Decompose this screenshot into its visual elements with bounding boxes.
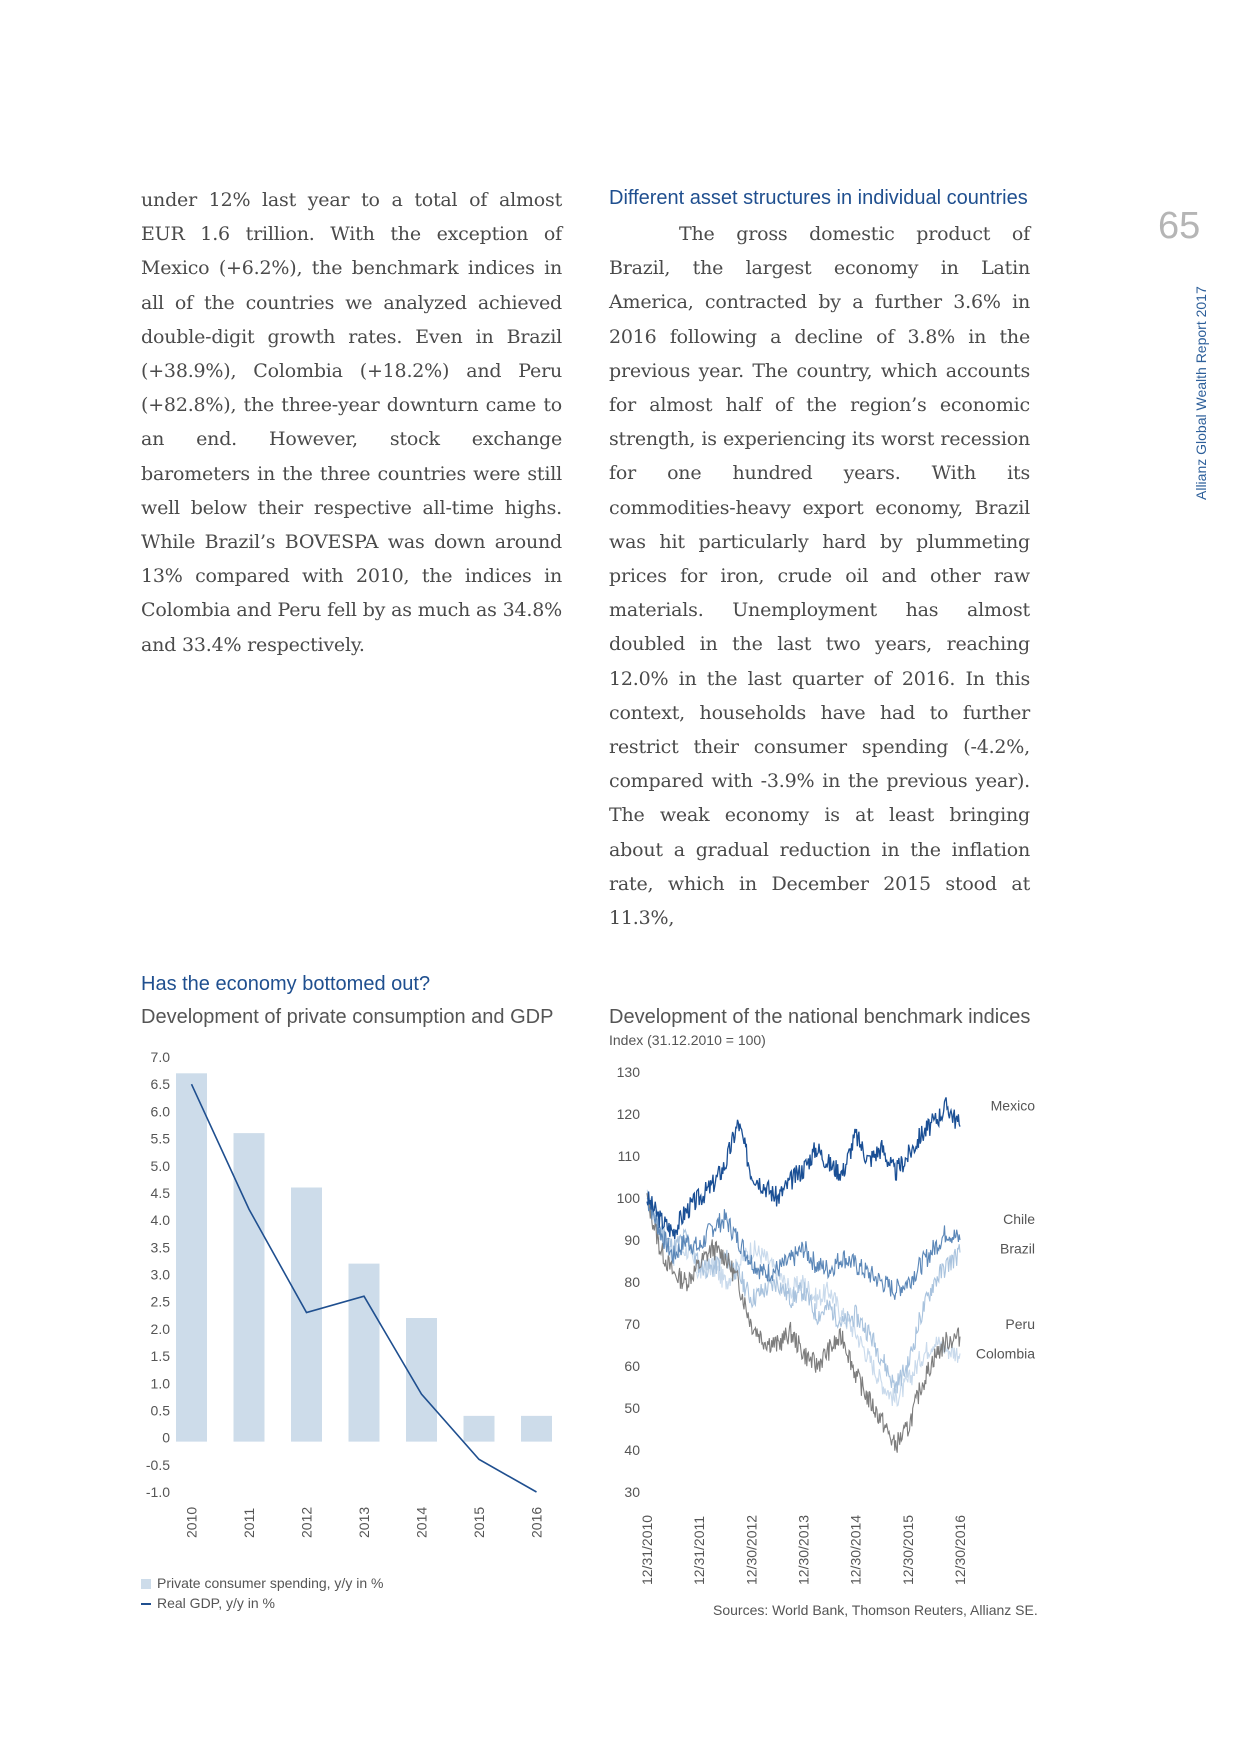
consumption-bar — [234, 1133, 265, 1442]
y-tick-label: 40 — [624, 1442, 640, 1458]
x-tick-label: 12/31/2010 — [639, 1514, 655, 1585]
legend-consumer-spending — [141, 1575, 383, 1591]
x-tick-label: 12/30/2012 — [743, 1514, 760, 1585]
series-label-peru: Peru — [1005, 1316, 1035, 1332]
consumption-chart-title: Development of private consumption and GDP — [141, 1006, 554, 1028]
y-tick-label: 2.0 — [150, 1320, 170, 1337]
y-tick-label: -1.0 — [145, 1484, 170, 1500]
y-tick-label: 1.0 — [150, 1375, 170, 1392]
x-tick-label: 2010 — [183, 1506, 200, 1538]
index-line-mexico — [647, 1097, 960, 1239]
chart-heading: Has the economy bottomed out? — [141, 973, 431, 995]
y-tick-label: 7.0 — [150, 1049, 170, 1065]
legend-real-gdp-label: Real GDP, y/y in % — [157, 1595, 276, 1611]
y-tick-label: 5.0 — [150, 1157, 170, 1174]
page-number: 65 — [1158, 205, 1201, 247]
x-tick-label: 12/30/2016 — [952, 1514, 968, 1585]
y-tick-label: 0 — [162, 1429, 170, 1446]
series-label-colombia: Colombia — [975, 1345, 1035, 1362]
x-tick-label: 12/30/2014 — [847, 1514, 864, 1585]
y-tick-label: 80 — [624, 1274, 640, 1290]
y-tick-label: 90 — [624, 1232, 640, 1248]
y-tick-label: -0.5 — [145, 1456, 170, 1473]
index-line-peru — [647, 1193, 960, 1453]
index-line-brazil — [647, 1191, 960, 1393]
left-paragraph: under 12% last year to a total of almost EUR 1.6 trillion. With the exception of Mexico (+6.2%), the benchmark indices in all of the countries we analyzed achieved double-digit growth rates. Even in Brazil (+38.9%), Colombia (+18.2%) and Peru (+82.8%), the three-year downturn came to an end. However, stock exchange barometers in the three countries were still well below their respective all-time highs. While Brazil’s BOVESPA was down around 13% compared with 2010, the indices in Colombia and Peru fell by as much as 34.8% and 33.4% respectively. — [141, 189, 562, 656]
y-tick-label: 6.5 — [150, 1076, 170, 1093]
section-heading: Different asset structures in individual countries — [609, 187, 1028, 209]
x-tick-label: 12/31/2011 — [691, 1515, 708, 1585]
y-tick-label: 3.5 — [150, 1239, 170, 1256]
consumption-bar — [349, 1264, 380, 1442]
series-label-chile: Chile — [1003, 1211, 1035, 1227]
benchmark-indices-chart — [600, 1055, 1040, 1595]
sources-note: Sources: World Bank, Thomson Reuters, Allianz SE. — [713, 1602, 1038, 1618]
x-tick-label: 2014 — [413, 1506, 430, 1538]
y-tick-label: 60 — [624, 1358, 640, 1374]
legend-line-swatch — [141, 1603, 151, 1605]
y-tick-label: 4.5 — [150, 1184, 170, 1201]
legend-real-gdp — [141, 1595, 275, 1611]
legend-consumer-spending-label: Private consumer spending, y/y in % — [157, 1575, 384, 1591]
consumption-bar — [291, 1188, 322, 1442]
y-tick-label: 100 — [616, 1190, 640, 1206]
series-label-brazil: Brazil — [999, 1240, 1035, 1257]
y-tick-label: 70 — [624, 1316, 640, 1332]
x-tick-label: 2011 — [241, 1507, 257, 1538]
y-tick-label: 1.5 — [150, 1348, 170, 1365]
consumption-bar — [521, 1416, 552, 1442]
y-tick-label: 0.5 — [150, 1402, 170, 1419]
y-tick-label: 110 — [617, 1148, 640, 1164]
right-paragraph: The gross domestic product of Brazil, the largest economy in Latin America, contracted by a further 3.6% in 2016 following a decline of 3.8% in the previous year. The country, which accounts for almost half of the region’s economic strength, is experiencing its worst recession for one hundred years. With its commodities-heavy export economy, Brazil was hit particularly hard by plummeting prices for iron, crude oil and other raw materials. Unemployment has almost doubled in the last two years, reaching 12.0% in the last quarter of 2016. In this context, households have had to further restrict their consumer spending (-4.2%, compared with -3.9% in the previous year). The weak economy is at least bringing about a gradual reduction in the inflation rate, which in December 2015 stood at 11.3%, — [609, 223, 1030, 930]
indices-chart-subtitle: Index (31.12.2010 = 100) — [609, 1032, 766, 1048]
y-tick-label: 5.5 — [150, 1130, 170, 1147]
y-tick-label: 6.0 — [150, 1103, 170, 1120]
y-tick-label: 4.0 — [150, 1212, 170, 1229]
running-title: Allianz Global Wealth Report 2017 — [1193, 286, 1209, 500]
x-tick-label: 12/30/2015 — [899, 1514, 916, 1585]
x-tick-label: 2016 — [528, 1506, 545, 1538]
consumption-bar — [464, 1416, 495, 1442]
x-tick-label: 2012 — [298, 1506, 315, 1538]
indices-chart-title: Development of the national benchmark indices — [609, 1006, 1031, 1028]
legend-bar-swatch — [141, 1579, 151, 1589]
x-tick-label: 12/30/2013 — [795, 1514, 812, 1585]
series-label-mexico: Mexico — [990, 1097, 1035, 1114]
y-tick-label: 120 — [616, 1106, 640, 1122]
consumption-bar — [176, 1073, 207, 1441]
left-column — [141, 183, 562, 662]
right-column — [609, 217, 1030, 935]
y-tick-label: 50 — [624, 1400, 640, 1416]
y-tick-label: 2.5 — [150, 1293, 170, 1310]
x-tick-label: 2013 — [356, 1506, 372, 1538]
y-tick-label: 3.0 — [150, 1266, 170, 1283]
consumption-bar — [406, 1318, 437, 1442]
consumption-gdp-chart — [130, 1040, 560, 1550]
y-tick-label: 30 — [624, 1484, 640, 1500]
x-tick-label: 2015 — [471, 1506, 487, 1538]
y-tick-label: 130 — [616, 1064, 640, 1080]
